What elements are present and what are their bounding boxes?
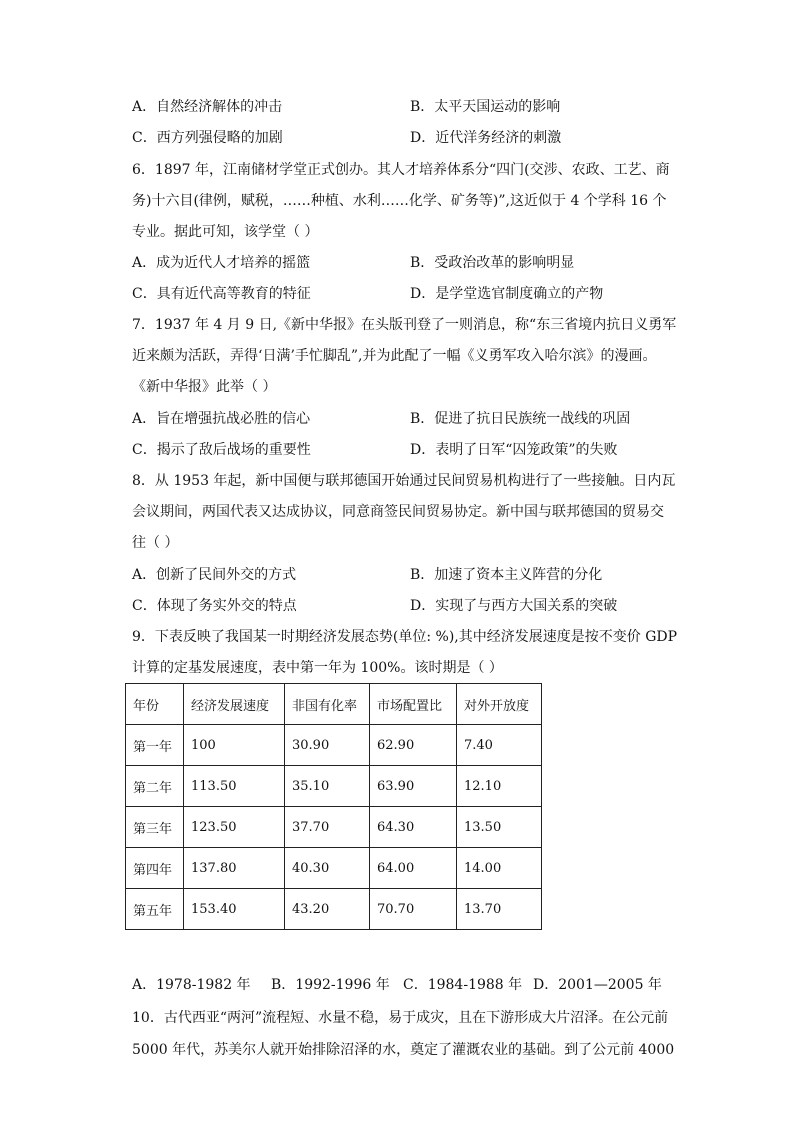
- q7-stem-line-3: 《新中华报》此举（ ）: [132, 379, 277, 395]
- table-cell: 14.00: [457, 848, 542, 889]
- table-cell: 第二年: [126, 766, 184, 807]
- table-cell: 37.70: [285, 807, 370, 848]
- q10-stem-line-1: 10．古代西亚“两河”流程短、水量不稳，易于成灾，且在下游形成大片沼泽。在公元前: [132, 1010, 669, 1026]
- q7-option-c: C．揭示了敌后战场的重要性: [132, 442, 311, 458]
- q6-stem-line-3: 专业。据此可知，该学堂（ ）: [132, 224, 319, 240]
- table-cell: 43.20: [285, 889, 370, 930]
- table-cell: 62.90: [370, 725, 457, 766]
- q9-stem-line-2: 计算的定基发展速度，表中第一年为 100%。该时期是（ ）: [132, 660, 503, 676]
- q7-option-b: B．促进了抗日民族统一战线的巩固: [410, 411, 631, 427]
- table-cell: 63.90: [370, 766, 457, 807]
- table-cell: 7.40: [457, 725, 542, 766]
- q7-stem-line-2: 近来颇为活跃，弄得‘日满’手忙脚乱”,并为此配了一幅《义勇军攻入哈尔滨》的漫画。: [132, 348, 657, 364]
- q8-option-d: D．实现了与西方大国关系的突破: [410, 598, 618, 614]
- table-cell: 35.10: [285, 766, 370, 807]
- q6-option-d: D．是学堂选官制度确立的产物: [410, 286, 604, 302]
- q8-stem-line-2: 会议期间，两国代表又达成协议，同意商签民间贸易协定。新中国与联邦德国的贸易交: [132, 504, 664, 520]
- table-cell: 137.80: [184, 848, 285, 889]
- table-cell: 64.00: [370, 848, 457, 889]
- table-header-cell: 非国有化率: [285, 684, 370, 725]
- q8-stem-line-1: 8．从 1953 年起，新中国便与联邦德国开始通过民间贸易机构进行了一些接触。日内瓦: [132, 473, 676, 489]
- table-cell: 13.70: [457, 889, 542, 930]
- table-cell: 30.90: [285, 725, 370, 766]
- table-cell: 113.50: [184, 766, 285, 807]
- q5-option-b: B．太平天国运动的影响: [410, 99, 561, 115]
- table-cell: 第三年: [126, 807, 184, 848]
- table-header-cell: 市场配置比: [370, 684, 457, 725]
- q7-option-a: A．旨在增强抗战必胜的信心: [132, 411, 311, 427]
- q8-stem-line-3: 往（ ）: [132, 535, 179, 551]
- q8-option-c: C．体现了务实外交的特点: [132, 598, 297, 614]
- table-cell: 第四年: [126, 848, 184, 889]
- q6-option-a: A．成为近代人才培养的摇篮: [132, 255, 311, 271]
- table-row: [126, 766, 542, 807]
- table-cell: 70.70: [370, 889, 457, 930]
- table-cell: 40.30: [285, 848, 370, 889]
- table-header-cell: 对外开放度: [457, 684, 542, 725]
- table-cell: 第一年: [126, 725, 184, 766]
- table-cell: 100: [184, 725, 285, 766]
- table-cell: 第五年: [126, 889, 184, 930]
- table-cell: 13.50: [457, 807, 542, 848]
- q9-option-b: B．1992-1996 年: [271, 977, 390, 993]
- q6-stem-line-1: 6．1897 年，江南储材学堂正式创办。其人才培养体系分“四门(交涉、农政、工艺、商: [132, 162, 670, 178]
- table-cell: 12.10: [457, 766, 542, 807]
- q7-stem-line-1: 7．1937 年 4 月 9 日,《新中华报》在头版刊登了一则消息，称“东三省境内抗日义勇军: [132, 317, 677, 333]
- q6-option-c: C．具有近代高等教育的特征: [132, 286, 311, 302]
- table-cell: 64.30: [370, 807, 457, 848]
- q9-stem-line-1: 9．下表反映了我国某一时期经济发展态势(单位: %),其中经济发展速度是按不变价 GDP: [132, 629, 678, 645]
- q5-option-d: D．近代洋务经济的刺激: [410, 130, 562, 146]
- q9-option-d: D．2001—2005 年: [533, 977, 662, 993]
- table-cell: 153.40: [184, 889, 285, 930]
- q6-stem-line-2: 务)十六目(律例，赋税，……种植、水利……化学、矿务等)”,这近似于 4 个学科 16 个: [132, 193, 667, 209]
- table-cell: 123.50: [184, 807, 285, 848]
- q8-option-a: A．创新了民间外交的方式: [132, 567, 297, 583]
- table-row: [126, 807, 542, 848]
- economic-data-table: [125, 683, 542, 930]
- table-row: [126, 725, 542, 766]
- q5-option-a: A．自然经济解体的冲击: [132, 99, 283, 115]
- table-header-row: [126, 684, 542, 725]
- q8-option-b: B．加速了资本主义阵营的分化: [410, 567, 603, 583]
- table-row: [126, 889, 542, 930]
- table-row: [126, 848, 542, 889]
- q9-option-a: A．1978-1982 年: [132, 977, 251, 993]
- table-header-cell: 年份: [126, 684, 184, 725]
- q7-option-d: D．表明了日军“囚笼政策”的失败: [410, 442, 618, 458]
- q10-stem-line-2: 5000 年代，苏美尔人就开始排除沼泽的水，奠定了灌溉农业的基础。到了公元前 4000: [132, 1042, 675, 1058]
- q9-option-c: C．1984-1988 年: [403, 977, 523, 993]
- q6-option-b: B．受政治改革的影响明显: [410, 255, 575, 271]
- q5-option-c: C．西方列强侵略的加剧: [132, 130, 283, 146]
- table-header-cell: 经济发展速度: [184, 684, 285, 725]
